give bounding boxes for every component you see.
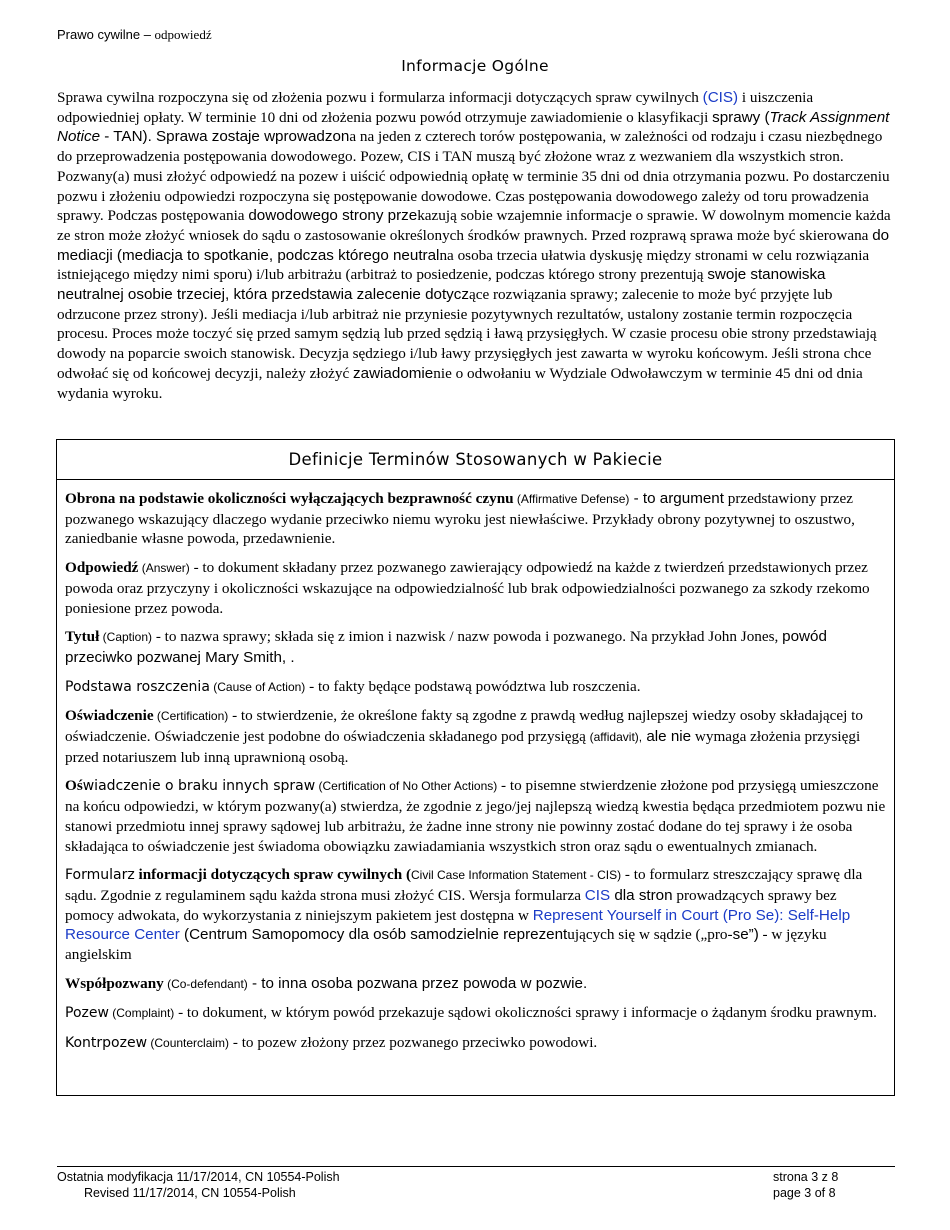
footer-page-polish: strona 3 z 8 [773, 1170, 839, 1184]
definitions-box [56, 439, 895, 1096]
definition-cis: Formularz informacji dotyczących spraw cywilnych (Civil Case Information Statement - CIS) - to formularz streszczający sprawę dla sądu. Zgodnie z regulaminem sądu każda strona musi złożyć CIS. Wersja formularza CIS dla stron prowadzących sprawy bez pomocy adwokata, do wykorzystania z niniejszym pakietem jest dostępna w Represent Yourself in Court (Pro Se): Self-Help Resource Center (Centrum Samopomocy dla osób samodzielnie reprezentujących się w sądzie („pro-se”) - w języku angielskim [65, 866, 863, 964]
footer-revision-polish: Ostatnia modyfikacja 11/17/2014, CN 10554-Polish [57, 1170, 340, 1184]
definitions-list [57, 480, 894, 1054]
definition-complaint: Pozew (Complaint) - to dokument, w którym powód przekazuje sądowi okoliczności sprawy i informacje o żądanym środku prawnym. [65, 1004, 877, 1022]
cis-form-link[interactable]: CIS [584, 886, 611, 904]
definition-certification: Oświadczenie (Certification) - to stwierdzenie, że określone fakty są zgodne z prawdą według najlepszej wiedzy osoby składającej to oświadczenie. Oświadczenie jest podobne do oświadczenia składanego pod przysięgą (affidavit), ale nie wymaga złożenia przysięgi przed notariuszem lub inną uprawnioną osobą. [65, 707, 863, 766]
definition-certification-no-other-actions: Oświadczenie o braku innych spraw (Certification of No Other Actions) - to pisemne stwierdzenie złożone pod przysięgą umieszczone na końcu odpowiedzi, w którym pozwany(a) stwierdza, że zgodnie z jego/jej najlepszą wiedzą kwestia będąca przedmiotem pozwu nie stanowi przedmiotu innej sprawy sądowej lub arbitrażu, że żadne inne strony nie powinny zostać dodane do tej sprawy i że osoba składająca to oświadczenie jest świadoma obowiązku zawiadamiania wszystkich stron oraz sądu o ewentualnych zmianach. [65, 777, 886, 855]
definition-counterclaim: Kontrpozew (Counterclaim) - to pozew złożony przez pozwanego przeciwko powodowi. [65, 1034, 598, 1052]
self-help-resource-center-link[interactable]: Represent Yourself in Court (Pro Se): Self-Help Resource Center [65, 906, 851, 944]
definition-answer: Odpowiedź (Answer) - to dokument składany przez pozwanego zawierający odpowiedź na każde z twierdzeń przedstawionych przez powoda oraz przyczyny i okoliczności wskazujące na odpowiedzialność lub brak odpowiedzialności pozwanego za szkody rzekomo poniesione przez powoda. [65, 559, 870, 617]
footer-revision-english: Revised 11/17/2014, CN 10554-Polish [84, 1185, 296, 1200]
definition-caption: Tytuł (Caption) - to nazwa sprawy; składa się z imion i nazwisk / nazw powoda i pozwanego. Na przykład John Jones, powód przeciwko pozwanej Mary Smith, . [65, 628, 827, 666]
footer-divider [57, 1166, 895, 1167]
document-header-label: Prawo cywilne – odpowiedź [57, 27, 212, 42]
definitions-heading: Definicje Terminów Stosowanych w Pakiecie [57, 440, 894, 480]
definition-affirmative-defense: Obrona na podstawie okoliczności wyłączających bezprawność czynu (Affirmative Defense) - to argument przedstawiony przez pozwanego wskazujący dlaczego wydanie przeciwko niemu wyroku jest niewłaściwe. Przykłady obrony pozytywnej to oszustwo, zaniedbanie własne powoda, przedawnienie. [65, 490, 855, 548]
footer-revision [57, 1170, 340, 1201]
page-title: Informacje Ogólne [401, 57, 549, 75]
definition-co-defendant: Współpozwany (Co-defendant) - to inna osoba pozwana przez powoda w pozwie. [65, 974, 588, 992]
intro-paragraph: Sprawa cywilna rozpoczyna się od złożenia pozwu i formularza informacji dotyczących spraw cywilnych (CIS) i uiszczenia odpowiedniej opłaty. W terminie 10 dni od złożenia pozwu powód otrzymuje zawiadomienie o klasyfikacji sprawy (Track Assignment Notice - TAN). Sprawa zostaje wprowadzona na jeden z czterech torów postępowania, w zależności od rodzaju i czasu niezbędnego do przeprowadzenia postępowania dowodowego. Pozew, CIS i TAN muszą być złożone wraz z wezwaniem dla wszystkich stron. Pozwany(a) musi złożyć odpowiedź na pozew i uiścić odpowiednią opłatę w terminie 35 dni od dnia otrzymania pozwu. Po dostarczeniu pozwu i złożeniu odpowiedzi rozpoczyna się postępowanie dowodowe. Czas postępowania dowodowego zależy od toru prowadzenia sprawy. Podczas postępowania dowodowego strony przekazują sobie wzajemnie informacje o sprawie. W dowolnym momencie każda ze stron może złożyć wniosek do sądu o zastosowanie określonych środków prawnych. Przed rozprawą sprawa może być skierowana do mediacji (mediacja to spotkanie, podczas którego neutralna osoba trzecia ułatwia dyskusję między stronami w celu rozwiązania istniejącego między nimi sporu) i/lub arbitrażu (arbitraż to posiedzenie, podczas którego strony prezentują swoje stanowiska neutralnej osobie trzeciej, która przedstawia zalecenie dotyczące rozwiązania sprawy; zalecenie to może być przyjęte lub odrzucone przez strony). Jeśli mediacja i/lub arbitraż nie przyniesie pozytywnych rezultatów, ustalony zostanie termin rozpoczęcia procesu. Proces może toczyć się przed samym sędzią lub przed sędzią i ławą przysięgłych. W czasie procesu obie strony przedstawiają dowody na poparcie swoich stanowisk. Decyzja sędziego i/lub ławy przysięgłych jest zawarta w wyroku końcowym. Jeśli strona chce odwołać się od końcowej decyzji, należy złożyć zawiadomienie o odwołaniu w Wydziale Odwoławczym w terminie 45 dni od dnia wydania wyroku. [57, 89, 891, 402]
footer-page-english: page 3 of 8 [773, 1185, 836, 1200]
cis-link[interactable]: (CIS) [702, 89, 739, 106]
footer-page-number [773, 1170, 838, 1201]
definition-cause-of-action: Podstawa roszczenia (Cause of Action) - to fakty będące podstawą powództwa lub roszczenia. [65, 677, 641, 695]
